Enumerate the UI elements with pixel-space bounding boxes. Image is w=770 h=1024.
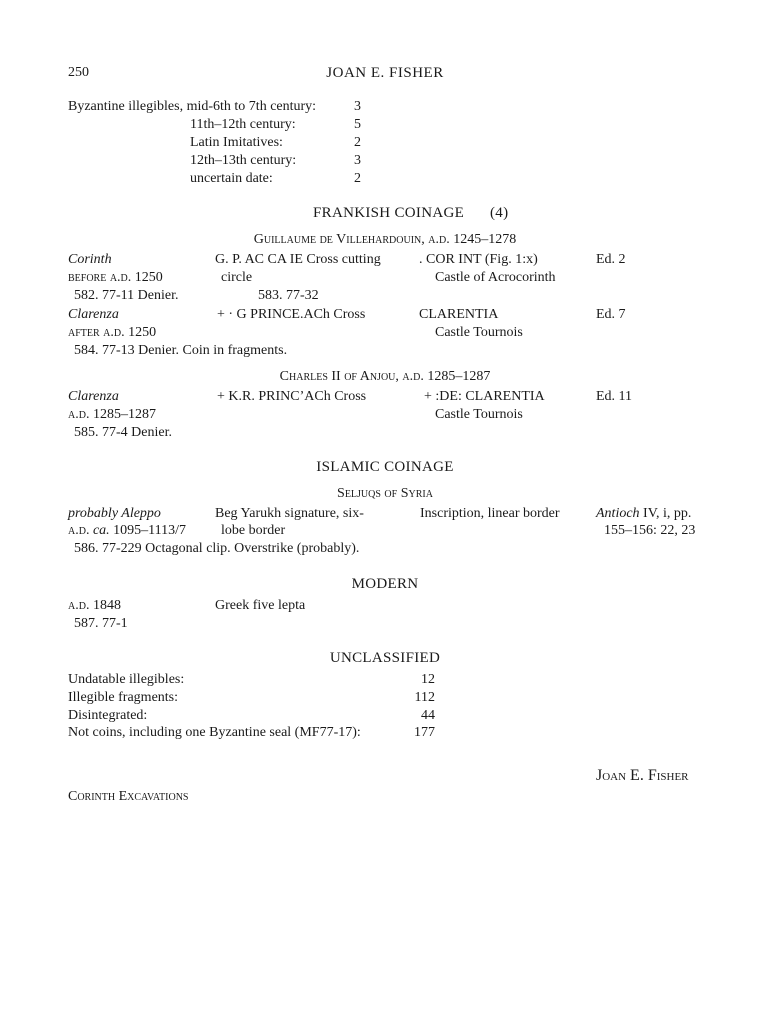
ruler-heading: Guillaume de Villehardouin, a.d. 1245–1278 (253, 232, 517, 247)
coin-mint: Clarenza (68, 307, 119, 322)
coin-reference: Ed. 2 (596, 252, 626, 267)
unclassified-row-label: Illegible fragments: (68, 690, 179, 705)
coin-reference: Ed. 7 (596, 307, 626, 322)
ruler-heading: Charles II of Anjou, a.d. 1285–1287 (279, 369, 491, 384)
byzantine-row-count: 2 (354, 135, 361, 150)
section-heading-frankish: FRANKISH COINAGE (313, 205, 465, 221)
unclassified-row-count: 44 (421, 708, 435, 723)
coin-mint: probably Aleppo (68, 506, 161, 521)
catalogue-entry: 587. 77-1 (74, 616, 128, 631)
coin-mint: Corinth (68, 252, 112, 267)
coin-obverse-cont: circle (221, 270, 253, 285)
unclassified-row-count: 177 (414, 725, 435, 740)
byzantine-row-count: 3 (354, 153, 361, 168)
coin-reverse-type: Castle Tournois (435, 407, 523, 422)
unclassified-row-label: Not coins, including one Byzantine seal (MF77-17): (68, 725, 361, 740)
catalogue-entry: 586. 77-229 Octagonal clip. Overstrike (probably). (74, 541, 360, 556)
coin-date: a.d. ca. 1095–1113/7 (68, 523, 187, 538)
section-heading-modern: MODERN (351, 576, 419, 592)
page-number: 250 (68, 65, 89, 80)
catalogue-entry: 582. 77-11 Denier. (74, 288, 179, 303)
author-signature: Joan E. Fisher (596, 767, 689, 784)
byzantine-row-count: 3 (354, 99, 361, 114)
byzantine-row-label: 11th–12th century: (190, 117, 296, 132)
unclassified-row-label: Undatable illegibles: (68, 672, 185, 687)
coin-date: after a.d. 1250 (68, 325, 157, 340)
coin-reverse-type: Castle of Acrocorinth (435, 270, 556, 285)
coin-obverse: G. P. AC CA IE Cross cutting (215, 252, 381, 267)
coin-reference-cont: 155–156: 22, 23 (604, 523, 696, 538)
coin-reverse: Inscription, linear border (420, 506, 560, 521)
byzantine-row-count: 2 (354, 171, 361, 186)
catalogue-entry: 584. 77-13 Denier. Coin in fragments. (74, 343, 288, 358)
coin-obverse: + K.R. PRINC’ACh Cross (217, 389, 367, 404)
byzantine-row-label: 12th–13th century: (190, 153, 297, 168)
catalogue-entry: 583. 77-32 (258, 288, 319, 303)
coin-date: a.d. 1285–1287 (68, 407, 156, 422)
coin-reverse: . COR INT (Fig. 1:x) (419, 252, 538, 267)
coin-reverse: + :DE: CLARENTIA (424, 389, 545, 404)
coin-date: a.d. 1848 (68, 598, 121, 613)
coin-obverse: Beg Yarukh signature, six- (215, 506, 364, 521)
coin-obverse-cont: lobe border (221, 523, 286, 538)
coin-reverse: CLARENTIA (419, 307, 499, 322)
byzantine-row-count: 5 (354, 117, 361, 132)
unclassified-row-count: 112 (414, 690, 435, 705)
unclassified-row-count: 12 (421, 672, 435, 687)
section-heading-islamic: ISLAMIC COINAGE (316, 459, 454, 475)
coin-reference: Ed. 11 (596, 389, 633, 404)
byzantine-row-label: Latin Imitatives: (190, 135, 283, 150)
section-heading-unclassified: UNCLASSIFIED (329, 650, 441, 666)
dynasty-heading: Seljuqs of Syria (337, 486, 433, 501)
byzantine-row-label: Byzantine illegibles, mid-6th to 7th century: (68, 99, 317, 114)
coin-mint: Clarenza (68, 389, 119, 404)
running-title: JOAN E. FISHER (326, 65, 444, 81)
coin-reverse-type: Castle Tournois (435, 325, 523, 340)
author-institution: Corinth Excavations (68, 789, 189, 804)
unclassified-row-label: Disintegrated: (68, 708, 148, 723)
coin-reference: Antioch IV, i, pp. (596, 506, 692, 521)
byzantine-row-label: uncertain date: (190, 171, 273, 186)
section-count-frankish: (4) (490, 205, 509, 221)
catalogue-entry: 585. 77-4 Denier. (74, 425, 172, 440)
coin-date: before a.d. 1250 (68, 270, 163, 285)
coin-obverse: + · G PRINCE.ACh Cross (217, 307, 366, 322)
coin-description: Greek five lepta (215, 598, 306, 613)
